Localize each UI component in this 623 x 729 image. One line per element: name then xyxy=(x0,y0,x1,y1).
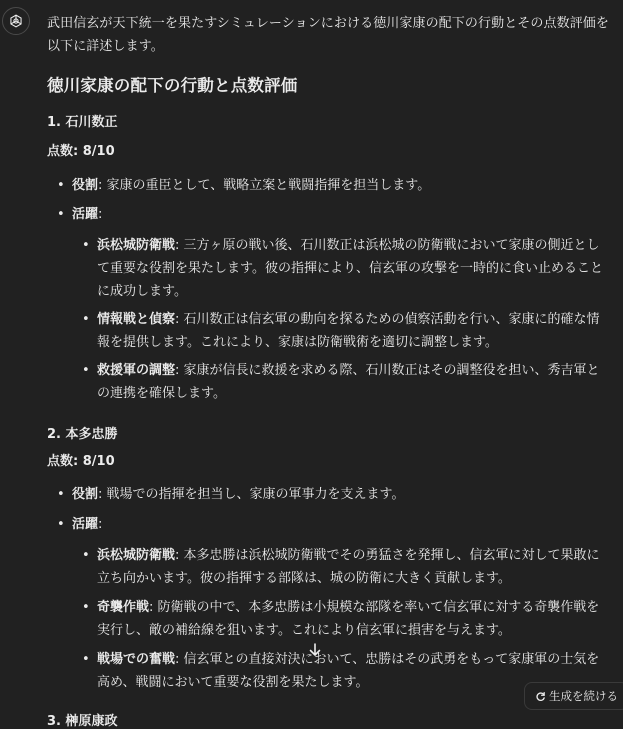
item-text: : 防衛戦の中で、本多忠勝は小規模な部隊を率いて信玄軍に対する奇襲作戦を実行し、敵の補給線を狙います。これにより信玄軍に損害を与えます。 xyxy=(97,600,600,638)
activity-colon: : xyxy=(98,207,103,222)
list-item-sub xyxy=(82,544,612,590)
section-title-1: 1. 石川数正 xyxy=(47,115,118,130)
role-text: : 家康の重臣として、戦略立案と戦闘指揮を担当します。 xyxy=(98,178,431,193)
arrow-down-icon xyxy=(309,643,321,657)
scroll-to-bottom-button[interactable] xyxy=(309,643,321,661)
bullet-icon: • xyxy=(57,487,65,502)
assistant-avatar xyxy=(2,7,30,35)
openai-logo-icon xyxy=(8,13,24,29)
item-label: 浜松城防衛戦 xyxy=(97,238,176,253)
item-text: : 三方ヶ原の戦い後、石川数正は浜松城の防衛戦において家康の側近として重要な役割を果たします。彼の指揮により、信玄軍の攻撃を一時的に食い止めることに成功します。 xyxy=(97,238,603,299)
list-item-role-1 xyxy=(57,174,612,197)
intro-paragraph: 武田信玄が天下統一を果たすシミュレーションにおける徳川家康の配下の行動とその点数評価を以下に詳述します。 xyxy=(47,16,610,54)
list-item-sub xyxy=(82,308,612,354)
bullet-icon: • xyxy=(82,363,90,378)
bullet-icon: • xyxy=(82,600,90,615)
bullet-icon: • xyxy=(57,517,65,532)
item-label: 浜松城防衛戦 xyxy=(97,548,176,563)
list-item-sub xyxy=(82,359,612,405)
item-label: 情報戦と偵察 xyxy=(97,312,176,327)
bullet-icon: • xyxy=(57,178,65,193)
bullet-icon: • xyxy=(57,207,65,222)
section-heading: 徳川家康の配下の行動と点数評価 xyxy=(47,76,298,95)
section-title-2: 2. 本多忠勝 xyxy=(47,427,118,442)
item-label: 救援軍の調整 xyxy=(97,363,176,378)
bullet-icon: • xyxy=(82,652,90,667)
role-text: : 戦場での指揮を担当し、家康の軍事力を支えます。 xyxy=(98,487,405,502)
bullet-icon: • xyxy=(82,238,90,253)
continue-generating-button[interactable] xyxy=(524,682,623,710)
bullet-icon: • xyxy=(82,312,90,327)
item-text: : 信玄軍との直接対決において、忠勝はその武勇をもって家康軍の士気を高め、戦闘において重要な役割を果たします。 xyxy=(97,652,600,690)
score-1: 点数: 8/10 xyxy=(47,144,115,159)
list-item-sub xyxy=(82,234,612,303)
activity-colon: : xyxy=(98,517,103,532)
continue-button-label: 生成を続ける xyxy=(549,689,618,703)
bullet-icon: • xyxy=(82,548,90,563)
activity-label: 活躍 xyxy=(72,517,99,532)
item-label: 戦場での奮戦 xyxy=(97,652,176,667)
score-2: 点数: 8/10 xyxy=(47,454,115,469)
item-label: 奇襲作戦 xyxy=(97,600,150,615)
role-label: 役割 xyxy=(72,178,99,193)
list-item-activity-2 xyxy=(57,513,612,536)
list-item-sub xyxy=(82,596,612,642)
activity-label: 活躍 xyxy=(72,207,99,222)
section-title-3: 3. 榊原康政 xyxy=(47,714,118,729)
item-text: : 家康が信長に救援を求める際、石川数正はその調整役を担い、秀吉軍との連携を確保します。 xyxy=(97,363,600,401)
role-label: 役割 xyxy=(72,487,99,502)
item-text: : 本多忠勝は浜松城防衛戦でその勇猛さを発揮し、信玄軍に対して果敢に立ち向かいます。彼の指揮する部隊は、城の防衛に大きく貢献します。 xyxy=(97,548,600,586)
list-item-role-2 xyxy=(57,483,612,506)
item-text: : 石川数正は信玄軍の動向を探るための偵察活動を行い、家康に的確な情報を提供します。これにより、家康は防衛戦術を適切に調整します。 xyxy=(97,312,600,350)
refresh-icon xyxy=(535,691,546,702)
list-item-activity-1 xyxy=(57,203,612,226)
